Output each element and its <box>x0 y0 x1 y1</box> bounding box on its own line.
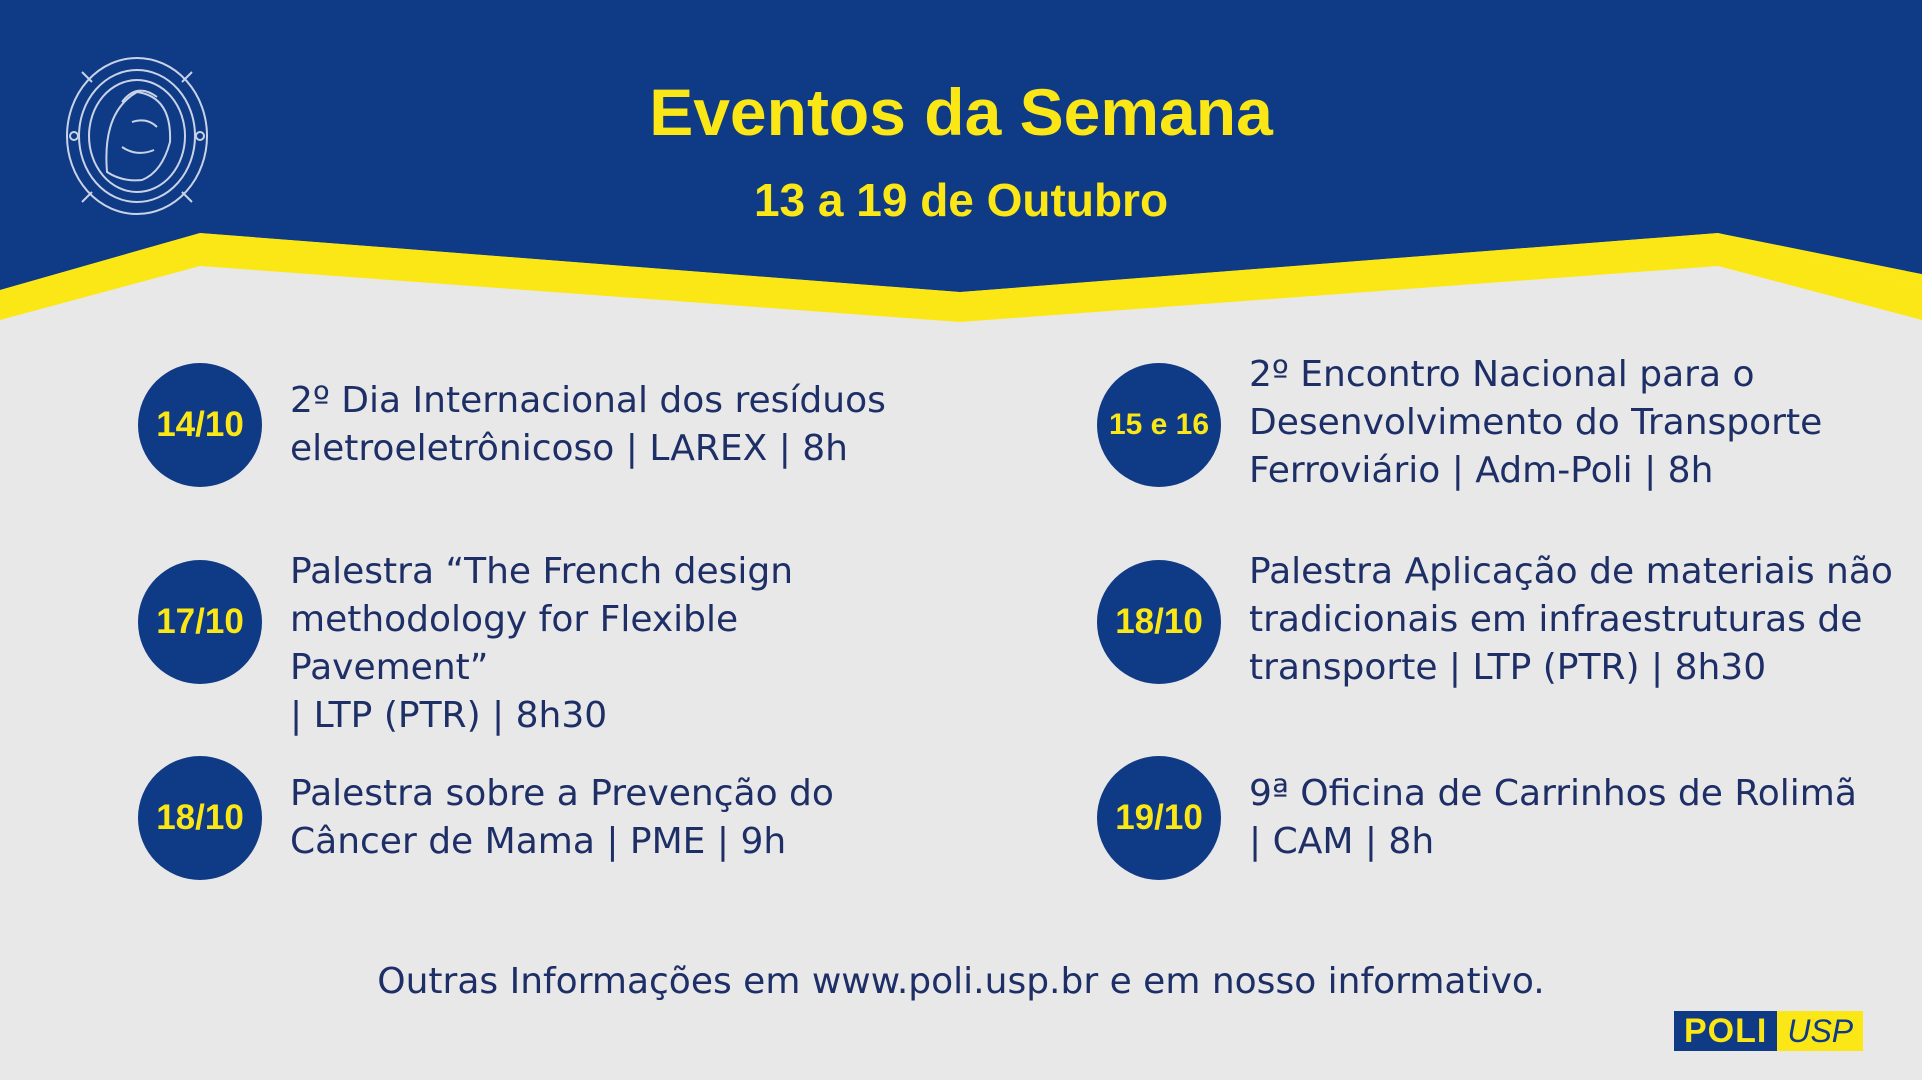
page-subtitle: 13 a 19 de Outubro <box>753 174 1169 226</box>
event-date-badge: 14/10 <box>138 363 262 487</box>
event-line: methodology for Flexible Pavement” <box>290 599 739 688</box>
event-item <box>138 551 938 736</box>
event-line: Câncer de Mama | PME | 9h <box>290 821 787 862</box>
event-item <box>1097 551 1917 688</box>
page-title: Eventos da Semana <box>649 75 1273 149</box>
usp-logo-text: USP <box>1777 1011 1863 1051</box>
event-description <box>290 770 930 866</box>
event-line: Palestra “The French design <box>290 551 794 592</box>
event-item <box>1097 756 1917 880</box>
event-date-badge: 18/10 <box>138 756 262 880</box>
event-description <box>290 377 930 473</box>
event-line: 2º Dia Internacional dos resíduos <box>290 380 886 421</box>
event-description <box>1249 351 1922 495</box>
event-item <box>1097 354 1917 491</box>
event-description <box>1249 770 1922 866</box>
event-line: 9ª Oficina de Carrinhos de Rolimã <box>1249 773 1857 814</box>
event-date-badge: 18/10 <box>1097 560 1221 684</box>
event-line: Desenvolvimento do Transporte <box>1249 402 1823 443</box>
event-line: 2º Encontro Nacional para o <box>1249 354 1755 395</box>
event-line: eletroeletrônicoso | LAREX | 8h <box>290 428 848 469</box>
poli-usp-logo <box>1674 1011 1863 1051</box>
event-item <box>138 756 938 880</box>
poli-logo-text: POLI <box>1674 1011 1777 1051</box>
event-line: Palestra sobre a Prevenção do <box>290 773 834 814</box>
footer-info: Outras Informações em www.poli.usp.br e em nosso informativo. <box>377 961 1545 1002</box>
event-line: tradicionais em infraestruturas de <box>1249 599 1863 640</box>
event-line: transporte | LTP (PTR) | 8h30 <box>1249 647 1767 688</box>
event-item <box>138 363 938 487</box>
event-line: Palestra Aplicação de materiais não <box>1249 551 1893 592</box>
event-description <box>1249 548 1922 692</box>
event-date-badge: 19/10 <box>1097 756 1221 880</box>
event-date-badge: 15 e 16 <box>1097 363 1221 487</box>
event-date-badge: 17/10 <box>138 560 262 684</box>
event-line: | LTP (PTR) | 8h30 <box>290 695 608 736</box>
event-line: Ferroviário | Adm-Poli | 8h <box>1249 450 1714 491</box>
event-description <box>290 548 930 740</box>
event-line: | CAM | 8h <box>1249 821 1435 862</box>
